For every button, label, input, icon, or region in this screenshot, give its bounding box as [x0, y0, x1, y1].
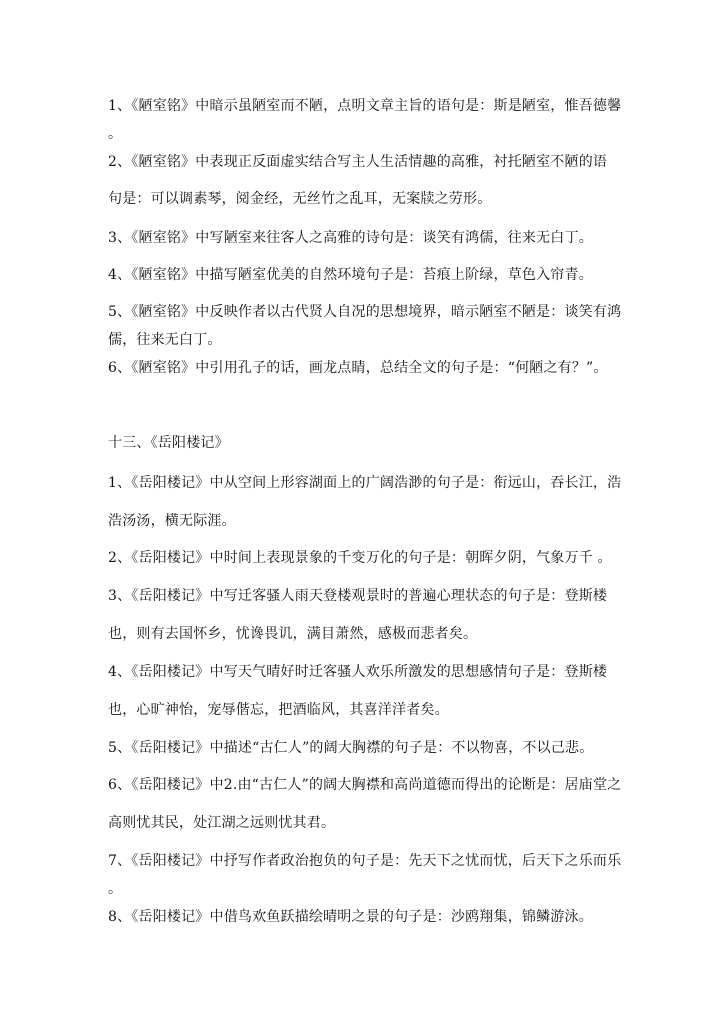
item-5-line-1: 5、《岳阳楼记》中描述“古仁人”的阔大胸襟的句子是：不以物喜，不以己悲。 [108, 740, 594, 756]
item-1-line-2: 。 [108, 126, 123, 142]
item-6-line-1: 6、《陋室铭》中引用孔子的话，画龙点睛，总结全文的句子是：“何陋之有？”。 [108, 360, 608, 376]
item-3-line-1: 3、《岳阳楼记》中写迁客骚人雨天登楼观景时的普遍心理状态的句子是：登斯楼 [108, 588, 608, 604]
item-2-line-1: 2、《岳阳楼记》中时间上表现景象的千变万化的句子是：朝晖夕阴，气象万千 。 [108, 550, 612, 566]
item-5-line-1: 5、《陋室铭》中反映作者以古代贤人自况的思想境界，暗示陋室不陋是：谈笑有鸿 [108, 304, 622, 320]
item-3-line-2: 也，则有去国怀乡，忧谗畏讥，满目萧然，感极而悲者矣。 [108, 626, 478, 642]
item-1-line-1: 1、《岳阳楼记》中从空间上形容湖面上的广阔浩渺的句子是：衔远山，吞长江，浩 [108, 475, 622, 491]
item-6-line-2: 高则忧其民，处江湖之远则忧其君。 [108, 815, 336, 831]
section-heading: 十三、《岳阳楼记》 [108, 435, 229, 451]
item-8-line-1: 8、《岳阳楼记》中借鸟欢鱼跃描绘晴明之景的句子是：沙鸥翔集，锦鳞游泳。 [108, 909, 593, 925]
item-2-line-1: 2、《陋室铭》中表现正反面虚实结合写主人生活情趣的高雅，衬托陋室不陋的语 [108, 154, 608, 170]
item-1-line-1: 1、《陋室铭》中暗示虽陋室而不陋，点明文章主旨的语句是：斯是陋室，惟吾德馨 [108, 98, 622, 114]
item-1-line-2: 浩汤汤，横无际涯。 [108, 513, 236, 529]
item-4-line-1: 4、《岳阳楼记》中写天气晴好时迁客骚人欢乐所激发的思想感情句子是：登斯楼 [108, 664, 608, 680]
item-5-line-2: 儒，往来无白丁。 [108, 332, 222, 348]
item-7-line-1: 7、《岳阳楼记》中抒写作者政治抱负的句子是：先天下之忧而忧，后天下之乐而乐 [108, 853, 622, 869]
item-4-line-2: 也，心旷神怡，宠辱偕忘，把酒临风，其喜洋洋者矣。 [108, 702, 449, 718]
item-6-line-1: 6、《岳阳楼记》中2.由“古仁人”的阔大胸襟和高尚道德而得出的论断是：居庙堂之 [108, 777, 622, 793]
item-4-line-1: 4、《陋室铭》中描写陋室优美的自然环境句子是：苔痕上阶绿，草色入帘青。 [108, 267, 593, 283]
item-3-line-1: 3、《陋室铭》中写陋室来往客人之高雅的诗句是：谈笑有鸿儒，往来无白丁。 [108, 230, 593, 246]
item-7-line-2: 。 [108, 881, 123, 897]
item-2-line-2: 句是：可以调素琴，阅金经，无丝竹之乱耳，无案牍之劳形。 [108, 191, 492, 207]
